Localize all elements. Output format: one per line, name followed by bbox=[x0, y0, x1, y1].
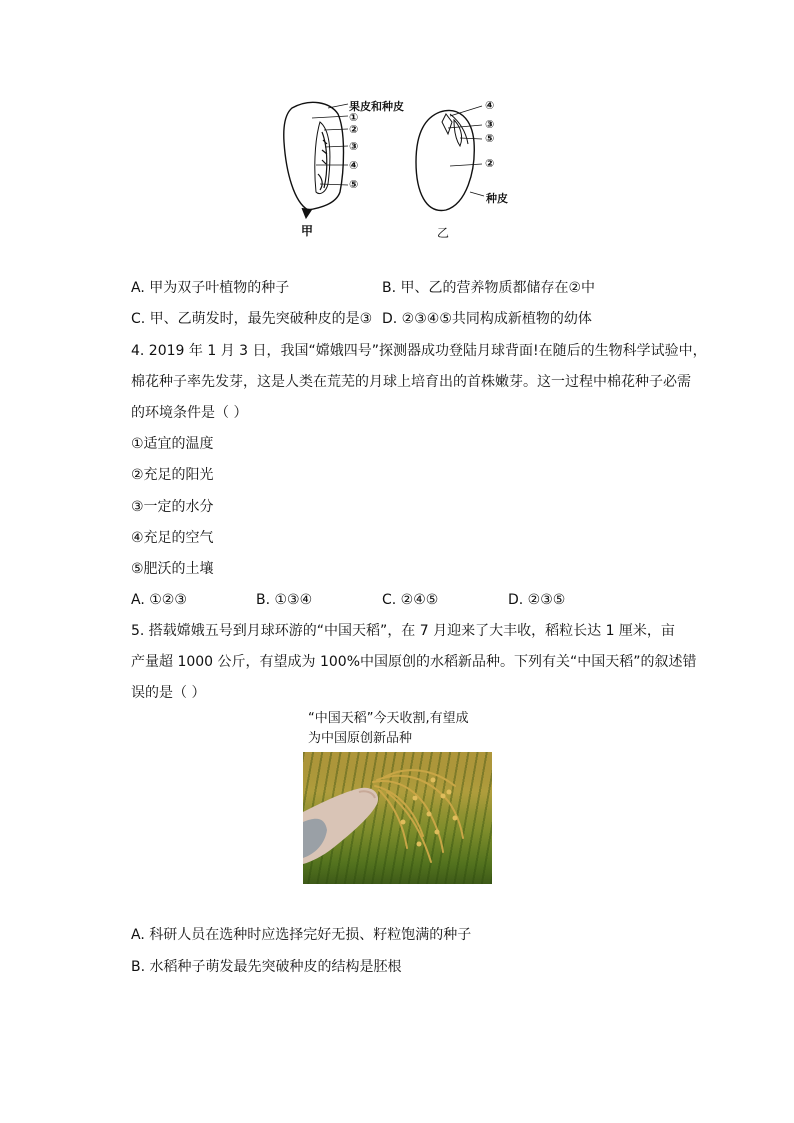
q4-option-a: A. ①②③ bbox=[131, 592, 187, 608]
q4-item-3: ③一定的水分 bbox=[131, 499, 214, 515]
label-corn-3: ③ bbox=[349, 140, 359, 153]
photo-caption-line2: 为中国原创新品种 bbox=[308, 731, 413, 746]
q4-stem-line3: 的环境条件是（ ） bbox=[131, 405, 248, 421]
q5-stem-line2: 产量超 1000 公斤，有望成为 100%中国原创的水稻新品种。下列有关“中国天稻”的叙述错 bbox=[131, 654, 697, 670]
q4-item-1: ①适宜的温度 bbox=[131, 436, 214, 452]
seed-name-jia: 甲 bbox=[301, 224, 314, 238]
q5-option-b: B. 水稻种子萌发最先突破种皮的结构是胚根 bbox=[131, 959, 402, 975]
q4-option-d: D. ②③⑤ bbox=[508, 592, 566, 608]
q5-stem-line1: 5. 搭载嫦娥五号到月球环游的“中国天稻”，在 7 月迎来了大丰收，稻粒长达 1 厘米，亩 bbox=[131, 623, 675, 639]
label-bean-2: ② bbox=[485, 157, 495, 170]
q3-option-a: A. 甲为双子叶植物的种子 bbox=[131, 280, 290, 296]
q3-option-c: C. 甲、乙萌发时，最先突破种皮的是③ bbox=[131, 311, 373, 327]
rice-photo bbox=[303, 752, 492, 884]
q4-option-b: B. ①③④ bbox=[256, 592, 313, 608]
label-corn-2: ② bbox=[349, 123, 359, 136]
seed-name-yi: 乙 bbox=[437, 226, 450, 240]
q4-stem-line2: 棉花种子率先发芽，这是人类在荒芜的月球上培育出的首株嫩芽。这一过程中棉花种子必需 bbox=[131, 374, 691, 390]
q4-stem-line1: 4. 2019 年 1 月 3 日，我国“嫦娥四号”探测器成功登陆月球背面!在随后的生物科学试验中， bbox=[131, 343, 707, 359]
q5-stem-line3: 误的是（ ） bbox=[131, 685, 206, 701]
label-bean-5: ⑤ bbox=[485, 132, 495, 145]
q4-item-4: ④充足的空气 bbox=[131, 530, 214, 546]
corn-seed-tip bbox=[302, 208, 312, 218]
q4-item-5: ⑤肥沃的土壤 bbox=[131, 561, 214, 577]
q3-option-b: B. 甲、乙的营养物质都储存在②中 bbox=[382, 280, 596, 296]
label-bean-3: ③ bbox=[485, 118, 495, 131]
label-corn-1: ① bbox=[349, 111, 359, 124]
bean-seed-outline bbox=[416, 110, 474, 210]
q4-option-c: C. ②④⑤ bbox=[382, 592, 439, 608]
label-seed-coat: 种皮 bbox=[486, 192, 508, 205]
q3-option-d: D. ②③④⑤共同构成新植物的幼体 bbox=[382, 311, 592, 327]
label-bean-4: ④ bbox=[485, 99, 495, 112]
corn-seed-outline bbox=[284, 102, 344, 210]
q5-option-a: A. 科研人员在选种时应选择完好无损、籽粒饱满的种子 bbox=[131, 927, 472, 943]
label-pericarp-seedcoat: 果皮和种皮 bbox=[349, 100, 404, 113]
q4-item-2: ②充足的阳光 bbox=[131, 467, 214, 483]
label-corn-4: ④ bbox=[349, 159, 359, 172]
photo-caption-line1: “中国天稻”今天收割,有望成 bbox=[308, 711, 469, 726]
label-corn-5: ⑤ bbox=[349, 178, 359, 191]
